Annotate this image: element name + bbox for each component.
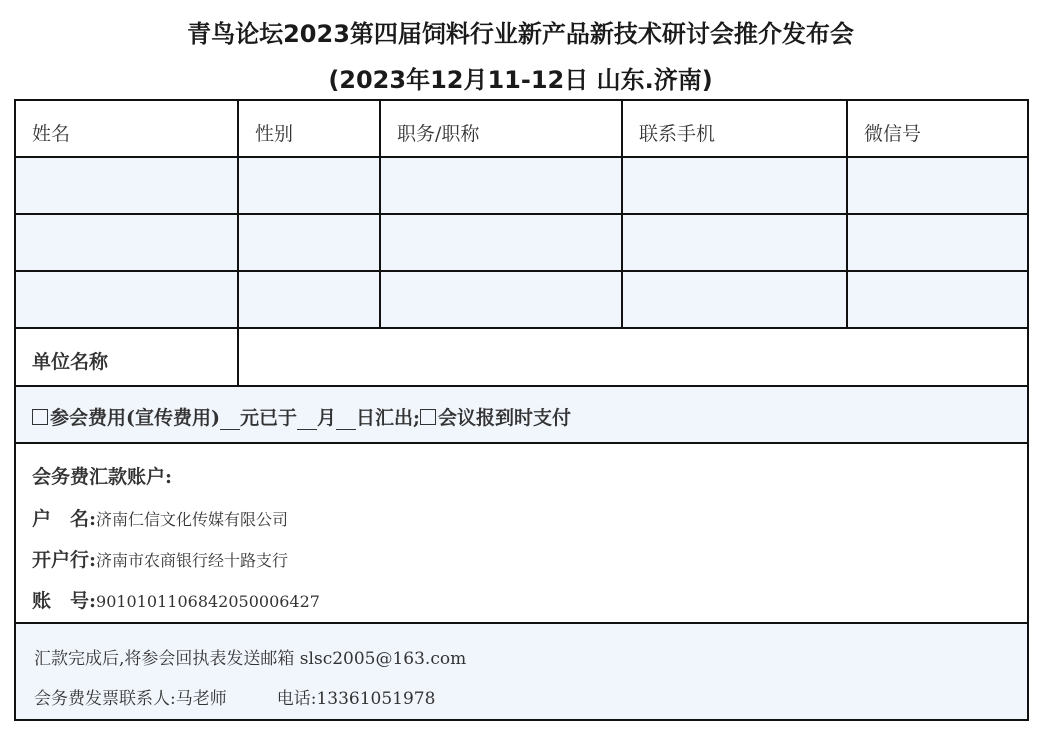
name-input-cell[interactable] [16,272,239,327]
account-number-line [32,586,320,613]
header-cell-name [16,101,239,156]
gender-input-cell[interactable] [239,158,381,213]
table-row [16,272,1027,329]
payment-text: 元已于 [239,407,297,429]
header-label: 性别 [255,123,294,145]
wechat-input-cell[interactable] [848,272,1027,327]
unit-label: 单位名称 [32,351,109,373]
account-heading: 会务费汇款账户: [32,466,173,488]
contact-line [34,684,435,709]
header-label: 联系手机 [639,123,716,145]
wechat-input-cell[interactable] [848,215,1027,270]
gender-input-cell[interactable] [239,272,381,327]
pay-on-arrival-checkbox[interactable] [420,409,436,425]
payment-line [32,403,571,430]
payment-text: 会议报到时支付 [438,407,572,429]
account-section [16,444,1027,624]
day-blank[interactable] [336,411,356,430]
payment-text: 日汇出; [356,407,421,429]
invoice-contact: 会务费发票联系人:马老师 [34,689,227,709]
account-name-label: 户 名: [32,508,97,530]
email-instruction: 汇款完成后,将参会回执表发送邮箱 slsc2005@163.com [34,649,467,669]
header-label: 职务/职称 [397,123,480,145]
account-number-value: 901010110684205000642​7 [96,592,320,611]
header-cell-phone [623,101,848,156]
header-label: 姓名 [32,123,71,145]
wechat-input-cell[interactable] [848,158,1027,213]
account-name-value: 济南仁信文化传媒有限公司 [96,510,289,529]
title-input-cell[interactable] [381,158,623,213]
account-bank-line [32,545,288,572]
payment-text: 参会费用(宣传费用) [50,407,220,429]
fee-paid-checkbox[interactable] [32,409,48,425]
account-bank-value: 济南市农商银行经十路支行 [96,551,289,570]
amount-blank[interactable] [220,411,240,430]
account-number-label: 账 号: [32,590,97,612]
account-bank-label: 开户行: [32,549,97,571]
phone-input-cell[interactable] [623,272,848,327]
table-header-row [16,101,1027,158]
page-subtitle: (2023年12月11-12日 山东.济南) [328,66,713,94]
table-row [16,158,1027,215]
phone-input-cell[interactable] [623,158,848,213]
phone-input-cell[interactable] [623,215,848,270]
unit-row [16,329,1027,387]
unit-input-cell[interactable] [239,329,1027,385]
header-cell-wechat [848,101,1027,156]
registration-form [14,99,1029,721]
unit-label-cell [16,329,239,385]
title-input-cell[interactable] [381,272,623,327]
header-label: 微信号 [864,123,922,145]
gender-input-cell[interactable] [239,215,381,270]
header-cell-gender [239,101,381,156]
header-cell-title [381,101,623,156]
table-row [16,215,1027,272]
month-blank[interactable] [297,411,317,430]
name-input-cell[interactable] [16,215,239,270]
name-input-cell[interactable] [16,158,239,213]
payment-row [16,387,1027,444]
contact-phone: 电话:13361051978 [276,689,436,709]
page-title: 青鸟论坛2023第四届饲料行业新产品新技术研讨会推介发布会 [187,20,854,48]
footer-section [16,624,1027,719]
title-input-cell[interactable] [381,215,623,270]
account-name-line [32,504,288,531]
payment-text: 月 [317,407,337,429]
